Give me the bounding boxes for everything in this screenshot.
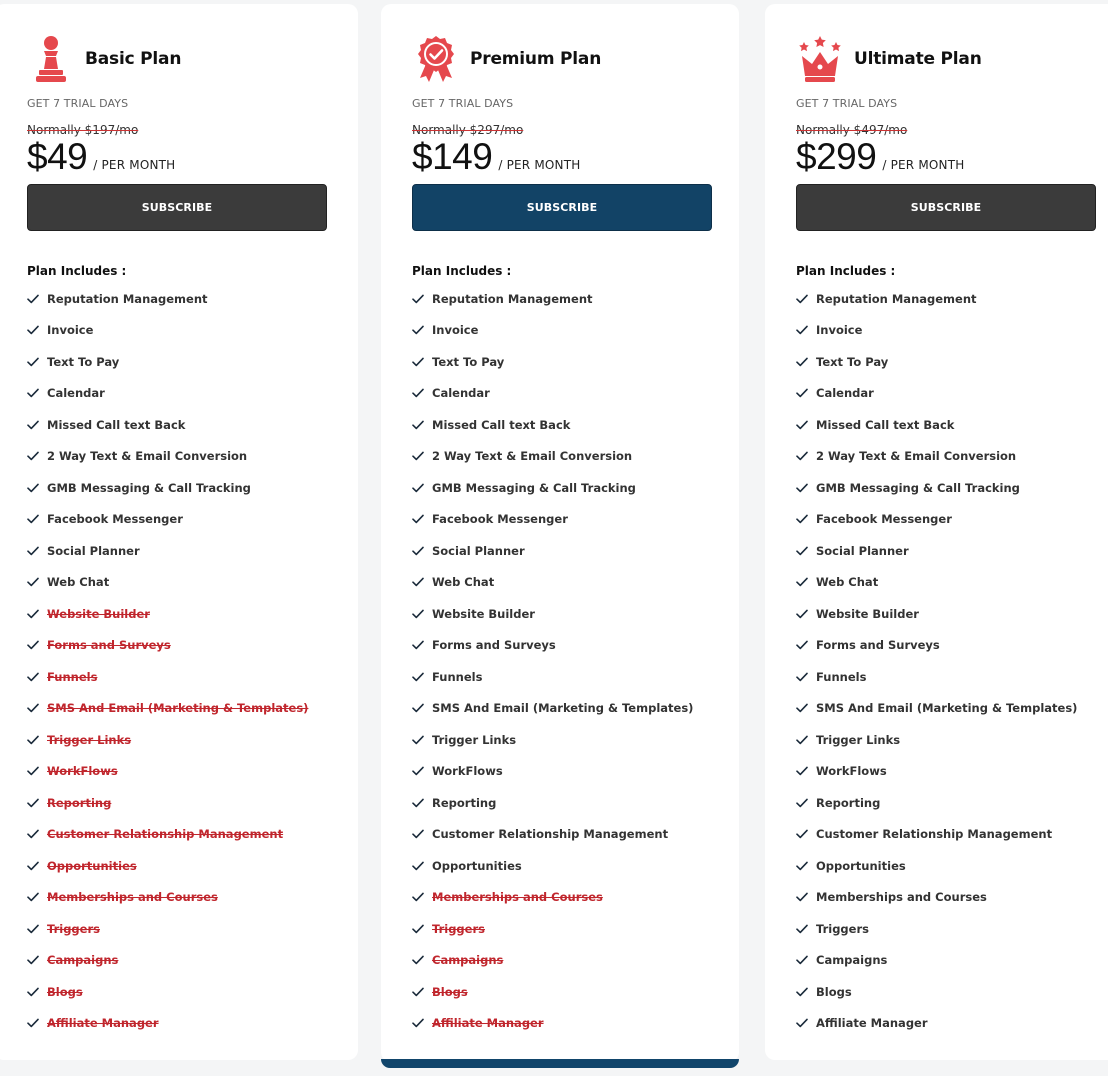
check-icon — [796, 640, 808, 650]
check-icon — [27, 987, 39, 997]
feature-item — [27, 787, 308, 819]
check-icon — [27, 892, 39, 902]
feature-item — [796, 1008, 1077, 1040]
check-icon — [27, 798, 39, 808]
check-icon — [796, 294, 808, 304]
feature-label: WorkFlows — [47, 764, 118, 779]
check-icon — [412, 735, 424, 745]
check-icon — [796, 892, 808, 902]
feature-item — [796, 567, 1077, 599]
feature-label: Reporting — [47, 795, 112, 810]
feature-label: Trigger Links — [432, 732, 517, 747]
check-icon — [412, 640, 424, 650]
check-icon — [27, 294, 39, 304]
plan-header — [412, 34, 601, 84]
feature-label: Blogs — [47, 984, 83, 999]
feature-label: Customer Relationship Management — [432, 827, 669, 842]
plan-includes-heading: Plan Includes : — [27, 264, 127, 278]
plan-includes-heading: Plan Includes : — [796, 264, 896, 278]
check-icon — [796, 703, 808, 713]
plan-includes-heading: Plan Includes : — [412, 264, 512, 278]
feature-label: Calendar — [47, 386, 105, 401]
feature-label: Customer Relationship Management — [816, 827, 1053, 842]
check-icon — [412, 987, 424, 997]
feature-label: GMB Messaging & Call Tracking — [47, 480, 251, 495]
feature-label: Website Builder — [47, 606, 150, 621]
feature-label: Blogs — [432, 984, 468, 999]
check-icon — [412, 357, 424, 367]
check-icon — [412, 514, 424, 524]
feature-label: Opportunities — [816, 858, 906, 873]
plan-name: Basic Plan — [85, 49, 182, 69]
plan-card — [765, 4, 1108, 1060]
plan-name: Premium Plan — [470, 49, 602, 69]
check-icon — [412, 798, 424, 808]
feature-item — [796, 346, 1077, 378]
plan-header — [27, 34, 181, 84]
check-icon — [796, 672, 808, 682]
feature-item — [27, 945, 308, 977]
feature-item — [27, 283, 308, 315]
crown-icon — [796, 34, 844, 84]
check-icon — [27, 609, 39, 619]
feature-item — [27, 567, 308, 599]
feature-item — [412, 882, 693, 914]
check-icon — [412, 861, 424, 871]
feature-label: Affiliate Manager — [432, 1016, 544, 1031]
check-icon — [796, 420, 808, 430]
check-icon — [412, 388, 424, 398]
feature-label: Forms and Surveys — [47, 638, 171, 653]
check-icon — [796, 577, 808, 587]
feature-label: Memberships and Courses — [47, 890, 218, 905]
check-icon — [796, 514, 808, 524]
feature-label: Campaigns — [816, 953, 888, 968]
feature-label: Facebook Messenger — [816, 512, 952, 527]
check-icon — [27, 388, 39, 398]
feature-label: Missed Call text Back — [432, 417, 571, 432]
feature-item — [412, 504, 693, 536]
check-icon — [27, 861, 39, 871]
feature-label: Affiliate Manager — [816, 1016, 928, 1031]
check-icon — [412, 325, 424, 335]
feature-label: Affiliate Manager — [47, 1016, 159, 1031]
feature-label: Funnels — [47, 669, 98, 684]
feature-item — [27, 882, 308, 914]
feature-item — [27, 378, 308, 410]
feature-item — [796, 661, 1077, 693]
feature-label: Trigger Links — [47, 732, 132, 747]
feature-label: Reputation Management — [432, 291, 593, 306]
check-icon — [27, 1018, 39, 1028]
feature-label: Text To Pay — [432, 354, 505, 369]
check-icon — [796, 325, 808, 335]
feature-label: Social Planner — [432, 543, 525, 558]
feature-label: Web Chat — [432, 575, 495, 590]
feature-item — [796, 409, 1077, 441]
feature-item — [27, 661, 308, 693]
check-icon — [412, 294, 424, 304]
feature-item — [27, 472, 308, 504]
feature-item — [27, 409, 308, 441]
feature-item — [796, 378, 1077, 410]
feature-label: Funnels — [432, 669, 483, 684]
feature-list — [412, 283, 693, 1039]
feature-label: Campaigns — [432, 953, 504, 968]
check-icon — [412, 451, 424, 461]
feature-item — [796, 819, 1077, 851]
feature-item — [796, 598, 1077, 630]
check-icon — [412, 766, 424, 776]
feature-item — [412, 913, 693, 945]
feature-label: Reporting — [432, 795, 497, 810]
feature-item — [412, 850, 693, 882]
plan-card — [0, 4, 358, 1060]
price-row — [27, 136, 175, 178]
subscribe-button[interactable]: SUBSCRIBE — [796, 184, 1096, 231]
feature-label: Reputation Management — [816, 291, 977, 306]
feature-label: Facebook Messenger — [432, 512, 568, 527]
feature-item — [412, 346, 693, 378]
check-icon — [412, 420, 424, 430]
original-price: Normally $297/mo — [412, 123, 524, 137]
feature-item — [27, 504, 308, 536]
feature-item — [412, 819, 693, 851]
check-icon — [27, 546, 39, 556]
feature-label: Missed Call text Back — [816, 417, 955, 432]
check-icon — [27, 924, 39, 934]
feature-label: Social Planner — [47, 543, 140, 558]
feature-label: Opportunities — [432, 858, 522, 873]
feature-item — [27, 976, 308, 1008]
check-icon — [412, 924, 424, 934]
feature-item — [796, 283, 1077, 315]
check-icon — [412, 672, 424, 682]
trial-text: GET 7 TRIAL DAYS — [412, 97, 514, 110]
feature-label: Reputation Management — [47, 291, 208, 306]
feature-item — [796, 472, 1077, 504]
check-icon — [412, 703, 424, 713]
feature-label: Invoice — [816, 323, 863, 338]
feature-label: SMS And Email (Marketing & Templates) — [816, 701, 1078, 716]
feature-item — [796, 787, 1077, 819]
feature-item — [412, 567, 693, 599]
subscribe-button[interactable]: SUBSCRIBE — [412, 184, 712, 231]
feature-label: Social Planner — [816, 543, 909, 558]
check-icon — [27, 766, 39, 776]
feature-item — [796, 913, 1077, 945]
feature-item — [27, 598, 308, 630]
feature-item — [412, 472, 693, 504]
feature-item — [412, 661, 693, 693]
feature-label: Opportunities — [47, 858, 137, 873]
feature-label: Website Builder — [432, 606, 535, 621]
feature-item — [412, 598, 693, 630]
feature-label: Campaigns — [47, 953, 119, 968]
feature-item — [27, 850, 308, 882]
feature-item — [412, 535, 693, 567]
feature-item — [27, 535, 308, 567]
feature-item — [412, 693, 693, 725]
feature-item — [27, 441, 308, 473]
check-icon — [412, 892, 424, 902]
feature-item — [796, 724, 1077, 756]
feature-item — [796, 315, 1077, 347]
check-icon — [27, 735, 39, 745]
feature-list — [27, 283, 308, 1039]
feature-item — [27, 913, 308, 945]
feature-item — [27, 724, 308, 756]
check-icon — [796, 357, 808, 367]
feature-label: GMB Messaging & Call Tracking — [432, 480, 636, 495]
feature-item — [412, 441, 693, 473]
feature-label: Text To Pay — [47, 354, 120, 369]
billing-period: / PER MONTH — [882, 158, 965, 172]
check-icon — [796, 735, 808, 745]
feature-item — [796, 850, 1077, 882]
feature-item — [796, 693, 1077, 725]
feature-item — [27, 756, 308, 788]
plan-header — [796, 34, 982, 84]
feature-label: 2 Way Text & Email Conversion — [816, 449, 1017, 464]
feature-item — [796, 535, 1077, 567]
check-icon — [27, 483, 39, 493]
check-icon — [27, 357, 39, 367]
feature-label: Forms and Surveys — [816, 638, 940, 653]
feature-label: Triggers — [432, 921, 485, 936]
feature-item — [412, 630, 693, 662]
feature-item — [412, 378, 693, 410]
feature-list — [796, 283, 1077, 1039]
feature-item — [412, 787, 693, 819]
check-icon — [796, 546, 808, 556]
feature-label: 2 Way Text & Email Conversion — [47, 449, 248, 464]
check-icon — [412, 609, 424, 619]
feature-item — [796, 441, 1077, 473]
check-icon — [796, 609, 808, 619]
price-row — [796, 136, 964, 178]
feature-label: Blogs — [816, 984, 852, 999]
check-icon — [27, 955, 39, 965]
feature-label: Triggers — [816, 921, 869, 936]
check-icon — [412, 577, 424, 587]
feature-label: WorkFlows — [432, 764, 503, 779]
check-icon — [796, 829, 808, 839]
check-icon — [796, 388, 808, 398]
feature-item — [27, 346, 308, 378]
check-icon — [796, 483, 808, 493]
feature-label: Triggers — [47, 921, 100, 936]
original-price: Normally $497/mo — [796, 123, 908, 137]
feature-label: Missed Call text Back — [47, 417, 186, 432]
check-icon — [27, 451, 39, 461]
check-icon — [796, 1018, 808, 1028]
feature-item — [412, 945, 693, 977]
feature-item — [27, 1008, 308, 1040]
feature-item — [412, 1008, 693, 1040]
feature-label: Funnels — [816, 669, 867, 684]
feature-item — [412, 315, 693, 347]
feature-label: Invoice — [432, 323, 479, 338]
feature-label: WorkFlows — [816, 764, 887, 779]
feature-label: Invoice — [47, 323, 94, 338]
feature-item — [27, 630, 308, 662]
feature-label: Website Builder — [816, 606, 919, 621]
feature-label: Web Chat — [47, 575, 110, 590]
price-row — [412, 136, 580, 178]
feature-label: Customer Relationship Management — [47, 827, 284, 842]
feature-item — [412, 976, 693, 1008]
billing-period: / PER MONTH — [498, 158, 581, 172]
feature-item — [27, 315, 308, 347]
price: $299 — [796, 136, 877, 177]
feature-label: SMS And Email (Marketing & Templates) — [432, 701, 694, 716]
check-icon — [412, 955, 424, 965]
check-icon — [27, 829, 39, 839]
check-icon — [27, 514, 39, 524]
subscribe-button[interactable]: SUBSCRIBE — [27, 184, 327, 231]
feature-item — [796, 756, 1077, 788]
feature-label: Calendar — [816, 386, 874, 401]
check-icon — [796, 451, 808, 461]
check-icon — [27, 640, 39, 650]
feature-label: Text To Pay — [816, 354, 889, 369]
feature-label: Trigger Links — [816, 732, 901, 747]
pawn-icon — [27, 34, 75, 84]
feature-label: SMS And Email (Marketing & Templates) — [47, 701, 309, 716]
feature-item — [412, 724, 693, 756]
feature-item — [796, 630, 1077, 662]
check-icon — [27, 672, 39, 682]
original-price: Normally $197/mo — [27, 123, 139, 137]
billing-period: / PER MONTH — [93, 158, 176, 172]
check-icon — [796, 955, 808, 965]
feature-item — [27, 693, 308, 725]
feature-label: Memberships and Courses — [816, 890, 987, 905]
price: $49 — [27, 136, 88, 177]
check-icon — [796, 798, 808, 808]
check-icon — [27, 420, 39, 430]
feature-label: Reporting — [816, 795, 881, 810]
check-icon — [27, 703, 39, 713]
feature-item — [796, 882, 1077, 914]
feature-item — [796, 976, 1077, 1008]
trial-text: GET 7 TRIAL DAYS — [27, 97, 129, 110]
check-icon — [412, 1018, 424, 1028]
check-icon — [27, 325, 39, 335]
feature-item — [27, 819, 308, 851]
feature-item — [412, 409, 693, 441]
check-icon — [412, 829, 424, 839]
feature-label: Forms and Surveys — [432, 638, 556, 653]
check-icon — [412, 483, 424, 493]
feature-item — [412, 283, 693, 315]
check-icon — [796, 861, 808, 871]
feature-label: Facebook Messenger — [47, 512, 183, 527]
feature-label: Memberships and Courses — [432, 890, 603, 905]
price: $149 — [412, 136, 493, 177]
award-badge-icon — [412, 34, 460, 84]
check-icon — [796, 766, 808, 776]
feature-label: Web Chat — [816, 575, 879, 590]
feature-item — [796, 945, 1077, 977]
feature-label: GMB Messaging & Call Tracking — [816, 480, 1020, 495]
check-icon — [796, 987, 808, 997]
check-icon — [412, 546, 424, 556]
feature-label: Calendar — [432, 386, 490, 401]
check-icon — [27, 577, 39, 587]
feature-item — [412, 756, 693, 788]
trial-text: GET 7 TRIAL DAYS — [796, 97, 898, 110]
plan-card — [381, 4, 739, 1062]
feature-label: 2 Way Text & Email Conversion — [432, 449, 633, 464]
plan-name: Ultimate Plan — [854, 49, 982, 69]
feature-item — [796, 504, 1077, 536]
check-icon — [796, 924, 808, 934]
